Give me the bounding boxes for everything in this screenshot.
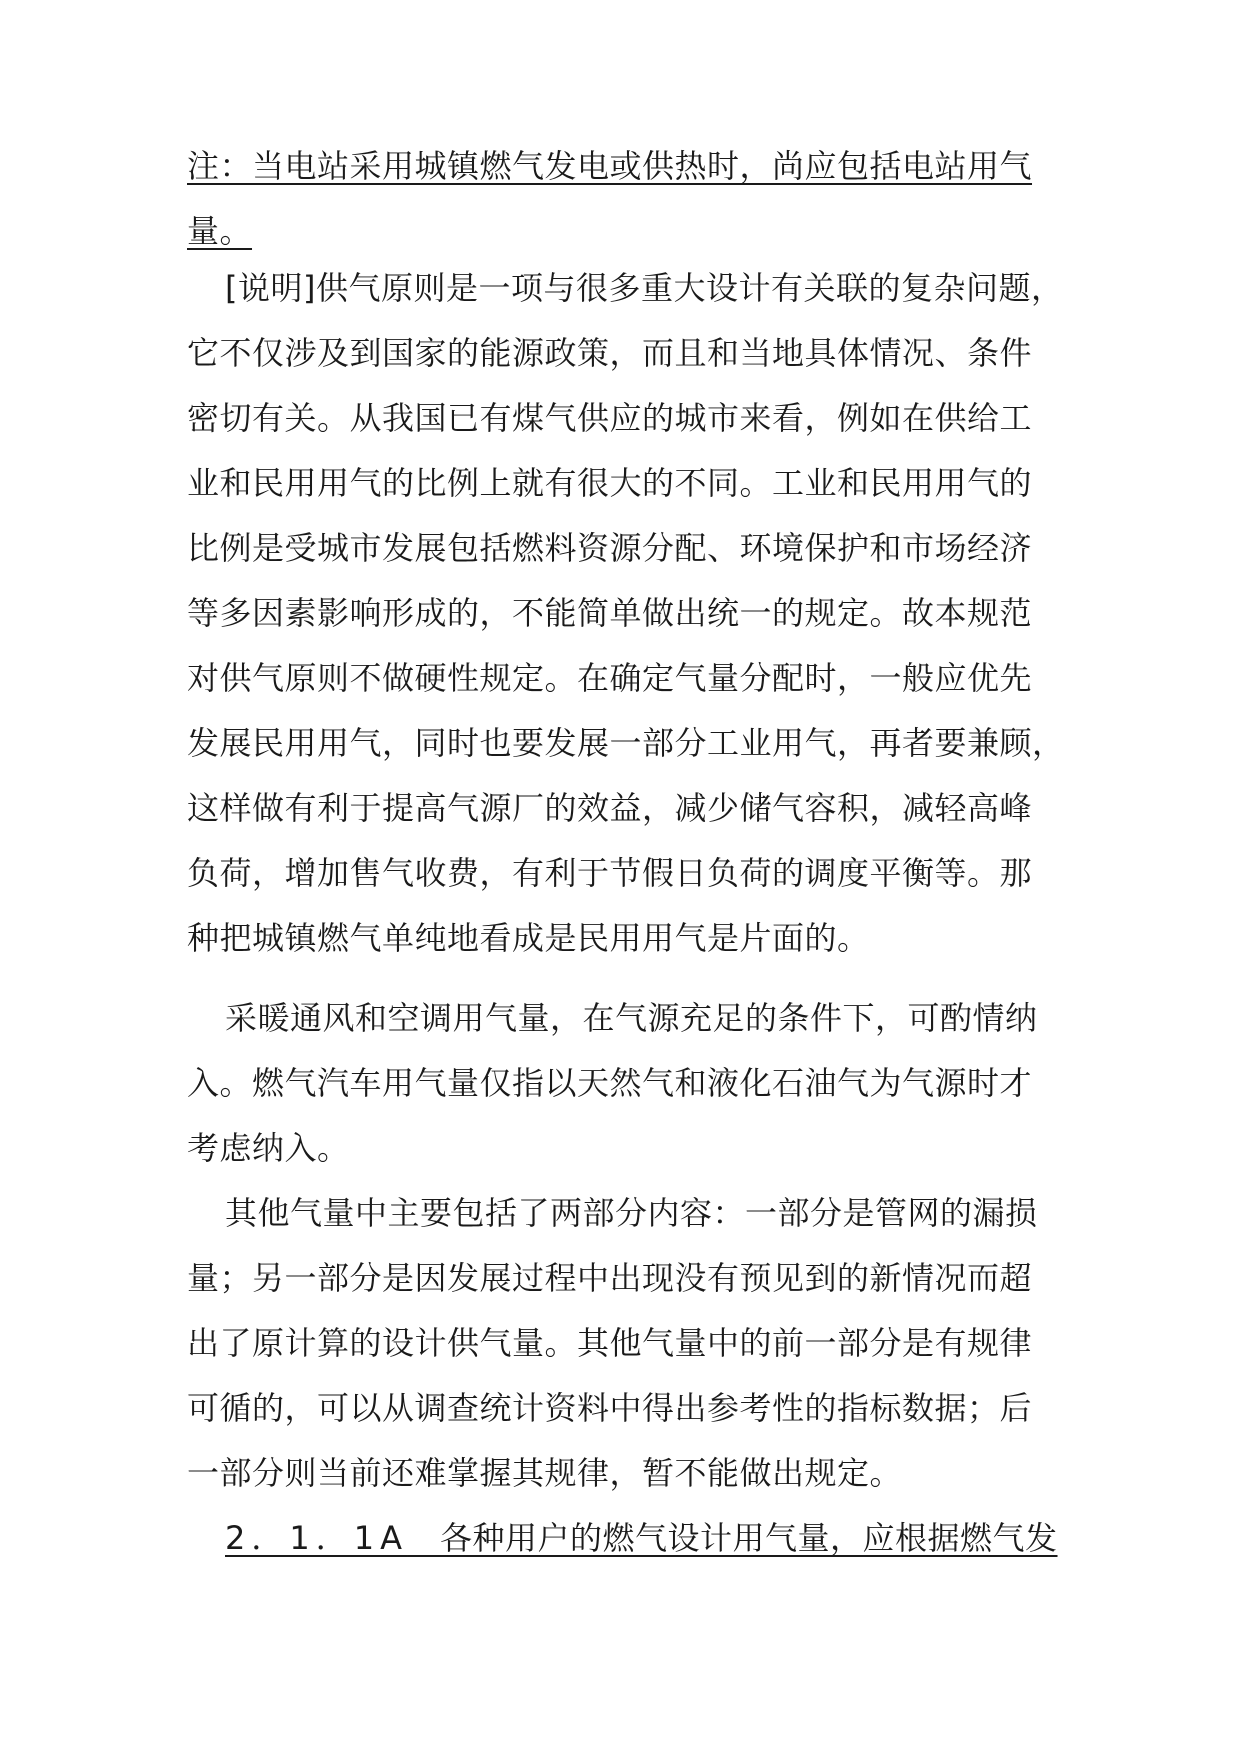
heating-line: 采暖通风和空调用气量，在气源充足的条件下，可酌情纳	[225, 999, 1038, 1037]
other-volume-paragraph	[187, 1181, 1057, 1506]
other-line: 一部分则当前还难掌握其规律，暂不能做出规定。	[187, 1454, 903, 1492]
explanation-line: 业和民用用气的比例上就有很大的不同。工业和民用用气的	[187, 464, 1033, 502]
note-line-2: 量。	[187, 212, 253, 250]
heating-line: 入。燃气汽车用气量仅指以天然气和液化石油气为气源时才	[187, 1064, 1033, 1102]
clause-text: 各种用户的燃气设计用气量，应根据燃气发	[440, 1519, 1058, 1557]
clause-number: 2．1．1A	[225, 1519, 408, 1557]
explanation-line: 负荷，增加售气收费，有利于节假日负荷的调度平衡等。那	[187, 854, 1033, 892]
explanation-line: 发展民用用气，同时也要发展一部分工业用气，再者要兼顾，	[187, 724, 1065, 762]
clause-paragraph	[187, 1506, 1057, 1571]
explanation-line: 密切有关。从我国已有煤气供应的城市来看，例如在供给工	[187, 399, 1033, 437]
explanation-line: 种把城镇燃气单纯地看成是民用用气是片面的。	[187, 919, 870, 957]
clause-line	[225, 1519, 1058, 1557]
other-line: 出了原计算的设计供气量。其他气量中的前一部分是有规律	[187, 1324, 1033, 1362]
other-line: 其他气量中主要包括了两部分内容：一部分是管网的漏损	[225, 1194, 1038, 1232]
explanation-line: [说明]供气原则是一项与很多重大设计有关联的复杂问题，	[225, 269, 1064, 307]
explanation-paragraph	[187, 256, 1065, 971]
other-line: 量；另一部分是因发展过程中出现没有预见到的新情况而超	[187, 1259, 1033, 1297]
heating-line: 考虑纳入。	[187, 1129, 350, 1167]
explanation-line: 这样做有利于提高气源厂的效益，减少储气容积，减轻高峰	[187, 789, 1033, 827]
explanation-line: 对供气原则不做硬性规定。在确定气量分配时，一般应优先	[187, 659, 1033, 697]
explanation-line: 等多因素影响形成的，不能简单做出统一的规定。故本规范	[187, 594, 1033, 632]
other-line: 可循的，可以从调查统计资料中得出参考性的指标数据；后	[187, 1389, 1033, 1427]
heating-paragraph	[187, 986, 1057, 1181]
explanation-line: 比例是受城市发展包括燃料资源分配、环境保护和市场经济	[187, 529, 1033, 567]
note-line-1: 注：当电站采用城镇燃气发电或供热时，尚应包括电站用气	[187, 147, 1033, 185]
note-paragraph	[187, 134, 1057, 264]
explanation-line: 它不仅涉及到国家的能源政策，而且和当地具体情况、条件	[187, 334, 1033, 372]
